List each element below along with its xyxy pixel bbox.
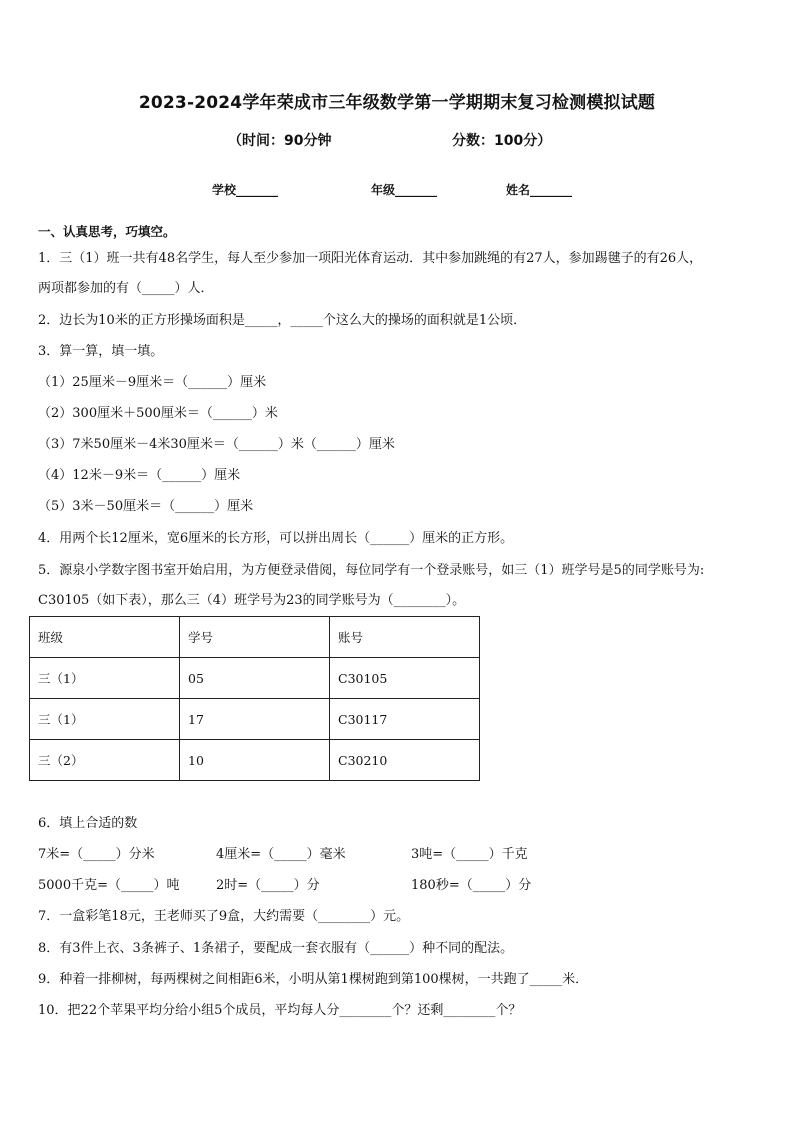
question-1-line-2: 两项都参加的有（_____）人． [38, 281, 214, 296]
table-cell: 三（2） [30, 740, 180, 781]
exam-score: 分数：100分） [452, 133, 552, 149]
table-cell: 三（1） [30, 699, 180, 740]
table-row [30, 699, 480, 740]
question-2: 2．边长为10米的正方形操场面积是_____，_____个这么大的操场的面积就是1公顷． [38, 313, 527, 328]
conversion-item: 7米=（_____）分米 [38, 847, 155, 862]
conversion-item: 5000千克=（_____）吨 [38, 878, 180, 893]
question-5-line-1: 5．源泉小学数字图书室开始启用，为方便登录借阅，每位同学有一个登录账号，如三（1）班学号是5的同学账号为: [38, 563, 705, 578]
name-field: 姓名_______ [506, 183, 573, 197]
question-3-item: （1）25厘米－9厘米＝（______）厘米 [38, 375, 267, 390]
table-cell: C30117 [330, 699, 480, 740]
question-1-line-1: 1．三（1）班一共有48名学生，每人至少参加一项阳光体育运动．其中参加跳绳的有27人，参加踢毽子的有26人， [38, 251, 703, 266]
table-cell: 三（1） [30, 658, 180, 699]
section-heading: 一、认真思考，巧填空。 [38, 224, 176, 239]
question-3-item: （4）12米－9米＝（______）厘米 [38, 468, 241, 483]
conversion-item: 180秒=（_____）分 [411, 878, 532, 893]
question-6: 6．填上合适的数 [38, 816, 138, 831]
conversion-item: 2时=（_____）分 [216, 878, 320, 893]
question-5-line-2: C30105（如下表），那么三（4）班学号为23的同学账号为（________）。 [38, 593, 466, 608]
page-title: 2023-2024学年荣成市三年级数学第一学期期末复习检测模拟试题 [138, 93, 656, 113]
exam-time: （时间：90分钟 [228, 133, 332, 149]
question-3-item: （2）300厘米＋500厘米＝（______）米 [38, 406, 278, 421]
question-4: 4．用两个长12厘米，宽6厘米的长方形，可以拼出周长（______）厘米的正方形。 [38, 531, 514, 546]
table-row [30, 658, 480, 699]
grade-field: 年级_______ [371, 183, 438, 197]
conversion-item: 3吨=（_____）千克 [411, 847, 528, 862]
table-cell: 17 [180, 699, 330, 740]
table-cell: C30105 [330, 658, 480, 699]
question-7: 7．一盒彩笔18元，王老师买了9盒，大约需要（________）元。 [38, 909, 410, 924]
question-8: 8．有3件上衣、3条裤子、1条裙子，要配成一套衣服有（______）种不同的配法。 [38, 941, 514, 956]
table-cell: 10 [180, 740, 330, 781]
table-header-cell: 账号 [330, 617, 480, 658]
question-3: 3．算一算，填一填。 [38, 344, 164, 359]
question-9: 9．种着一排柳树，每两棵树之间相距6米，小明从第1棵树跑到第100棵树，一共跑了_____米． [38, 972, 589, 987]
table-cell: 05 [180, 658, 330, 699]
question-3-item: （5）3米－50厘米＝（______）厘米 [38, 499, 254, 514]
question-3-item: （3）7米50厘米－4米30厘米＝（______）米（______）厘米 [38, 437, 395, 452]
table-cell: C30210 [330, 740, 480, 781]
table-header-row [30, 617, 480, 658]
account-table [29, 616, 480, 781]
question-10: 10．把22个苹果平均分给小组5个成员，平均每人分________个？还剩________个？ [38, 1003, 522, 1018]
table-header-cell: 学号 [180, 617, 330, 658]
conversion-item: 4厘米=（_____）毫米 [216, 847, 346, 862]
table-row [30, 740, 480, 781]
table-header-cell: 班级 [30, 617, 180, 658]
school-field: 学校_______ [212, 183, 279, 197]
